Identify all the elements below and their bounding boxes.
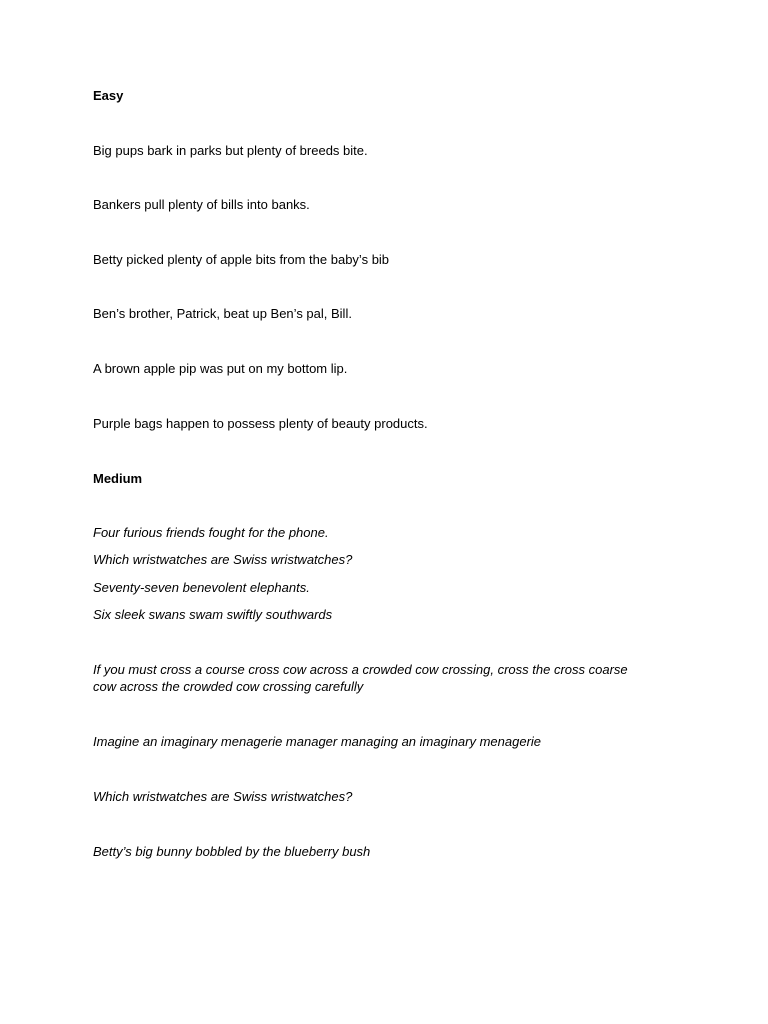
tongue-twister-medium-4: Six sleek swans swam swiftly southwards xyxy=(93,607,333,622)
section-heading-medium: Medium xyxy=(93,471,143,486)
tongue-twister-easy-4: Ben’s brother, Patrick, beat up Ben’s pal, Bill. xyxy=(93,306,352,321)
tongue-twister-easy-3: Betty picked plenty of apple bits from the baby’s bib xyxy=(93,252,390,267)
tongue-twister-medium-1: Four furious friends fought for the phone. xyxy=(93,525,329,540)
tongue-twister-medium-7: Which wristwatches are Swiss wristwatches? xyxy=(93,789,353,804)
tongue-twister-easy-6: Purple bags happen to possess plenty of beauty products. xyxy=(93,416,428,431)
tongue-twister-medium-3: Seventy-seven benevolent elephants. xyxy=(93,580,310,595)
tongue-twister-easy-1: Big pups bark in parks but plenty of breeds bite. xyxy=(93,143,368,158)
tongue-twister-easy-5: A brown apple pip was put on my bottom lip. xyxy=(93,361,348,376)
tongue-twister-medium-8: Betty’s big bunny bobbled by the blueberry bush xyxy=(93,844,371,859)
tongue-twister-medium-6: Imagine an imaginary menagerie manager managing an imaginary menagerie xyxy=(93,734,542,749)
tongue-twister-easy-2: Bankers pull plenty of bills into banks. xyxy=(93,197,310,212)
tongue-twister-medium-5: If you must cross a course cross cow across a crowded cow crossing, cross the cross coarse cow across the crowded cow crossing carefully xyxy=(93,662,628,694)
section-heading-easy: Easy xyxy=(93,88,124,103)
tongue-twister-medium-2: Which wristwatches are Swiss wristwatches? xyxy=(93,552,353,567)
